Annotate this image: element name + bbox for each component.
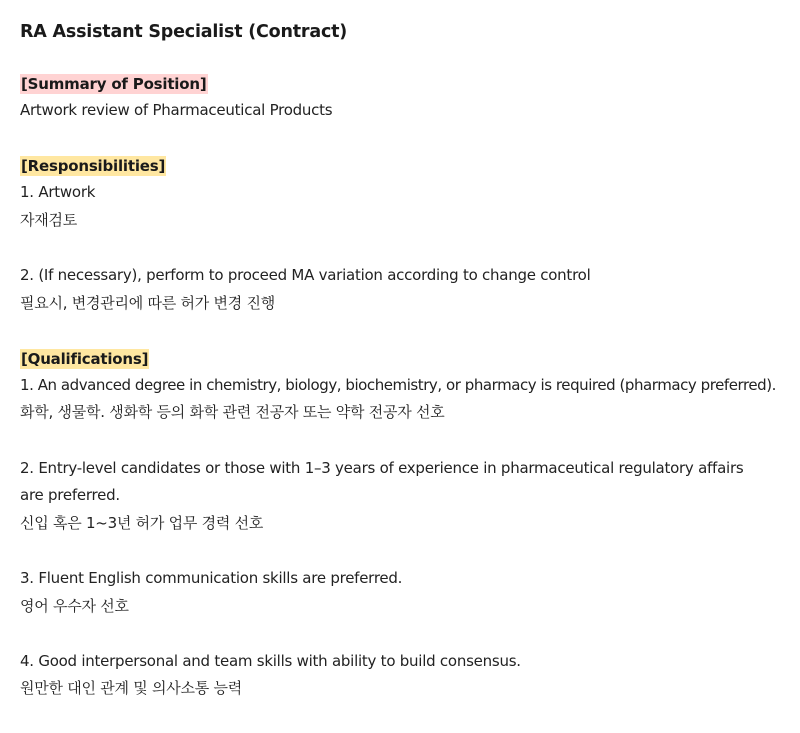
- summary-text: Artwork review of Pharmaceutical Products: [20, 101, 333, 119]
- summary-heading: [Summary of Position]: [21, 75, 207, 93]
- qualification-item-1-en: 1. An advanced degree in chemistry, biology, biochemistry, or pharmacy is required (pharmacy preferred).: [20, 375, 776, 394]
- spacer: [20, 537, 780, 565]
- responsibility-item-1-en: 1. Artwork: [20, 183, 96, 202]
- qualification-item-2-en: 2. Entry-level candidates or those with 1–3 years of experience in pharmaceutical regulatory affairs are preferred.: [20, 458, 744, 505]
- qualifications-heading-line: [20, 345, 780, 372]
- spacer: [20, 125, 780, 153]
- qualifications-heading: [Qualifications]: [21, 349, 149, 368]
- job-title: RA Assistant Specialist (Contract): [20, 22, 348, 42]
- responsibility-item-2-ko: 필요시, 변경관리에 따른 허가 변경 진행: [20, 293, 275, 312]
- spacer: [20, 44, 780, 70]
- spacer: [20, 234, 780, 262]
- qualification-item-4-en: 4. Good interpersonal and team skills with ability to build consensus.: [20, 651, 521, 670]
- qualification-item-2-ko: 신입 혹은 1~3년 허가 업무 경력 선호: [20, 513, 264, 532]
- qualification-item-4-ko: 원만한 대인 관계 및 의사소통 능력: [20, 679, 242, 698]
- spacer: [20, 620, 780, 648]
- spacer: [20, 427, 780, 455]
- spacer: [20, 317, 780, 345]
- summary-section-heading-line: [20, 70, 780, 97]
- qualification-item-3-ko: 영어 우수자 선호: [20, 596, 129, 615]
- responsibility-item-2-en: 2. (If necessary), perform to proceed MA variation according to change control: [20, 265, 591, 284]
- qualification-item-1-ko: 화학, 생물학. 생화학 등의 화학 관련 전공자 또는 약학 전공자 선호: [20, 403, 445, 422]
- responsibility-item-1-ko: 자재검토: [20, 210, 77, 229]
- responsibilities-heading-line: [20, 152, 780, 179]
- responsibilities-heading: [Responsibilities]: [21, 157, 166, 176]
- qualification-item-3-en: 3. Fluent English communication skills are preferred.: [20, 568, 403, 587]
